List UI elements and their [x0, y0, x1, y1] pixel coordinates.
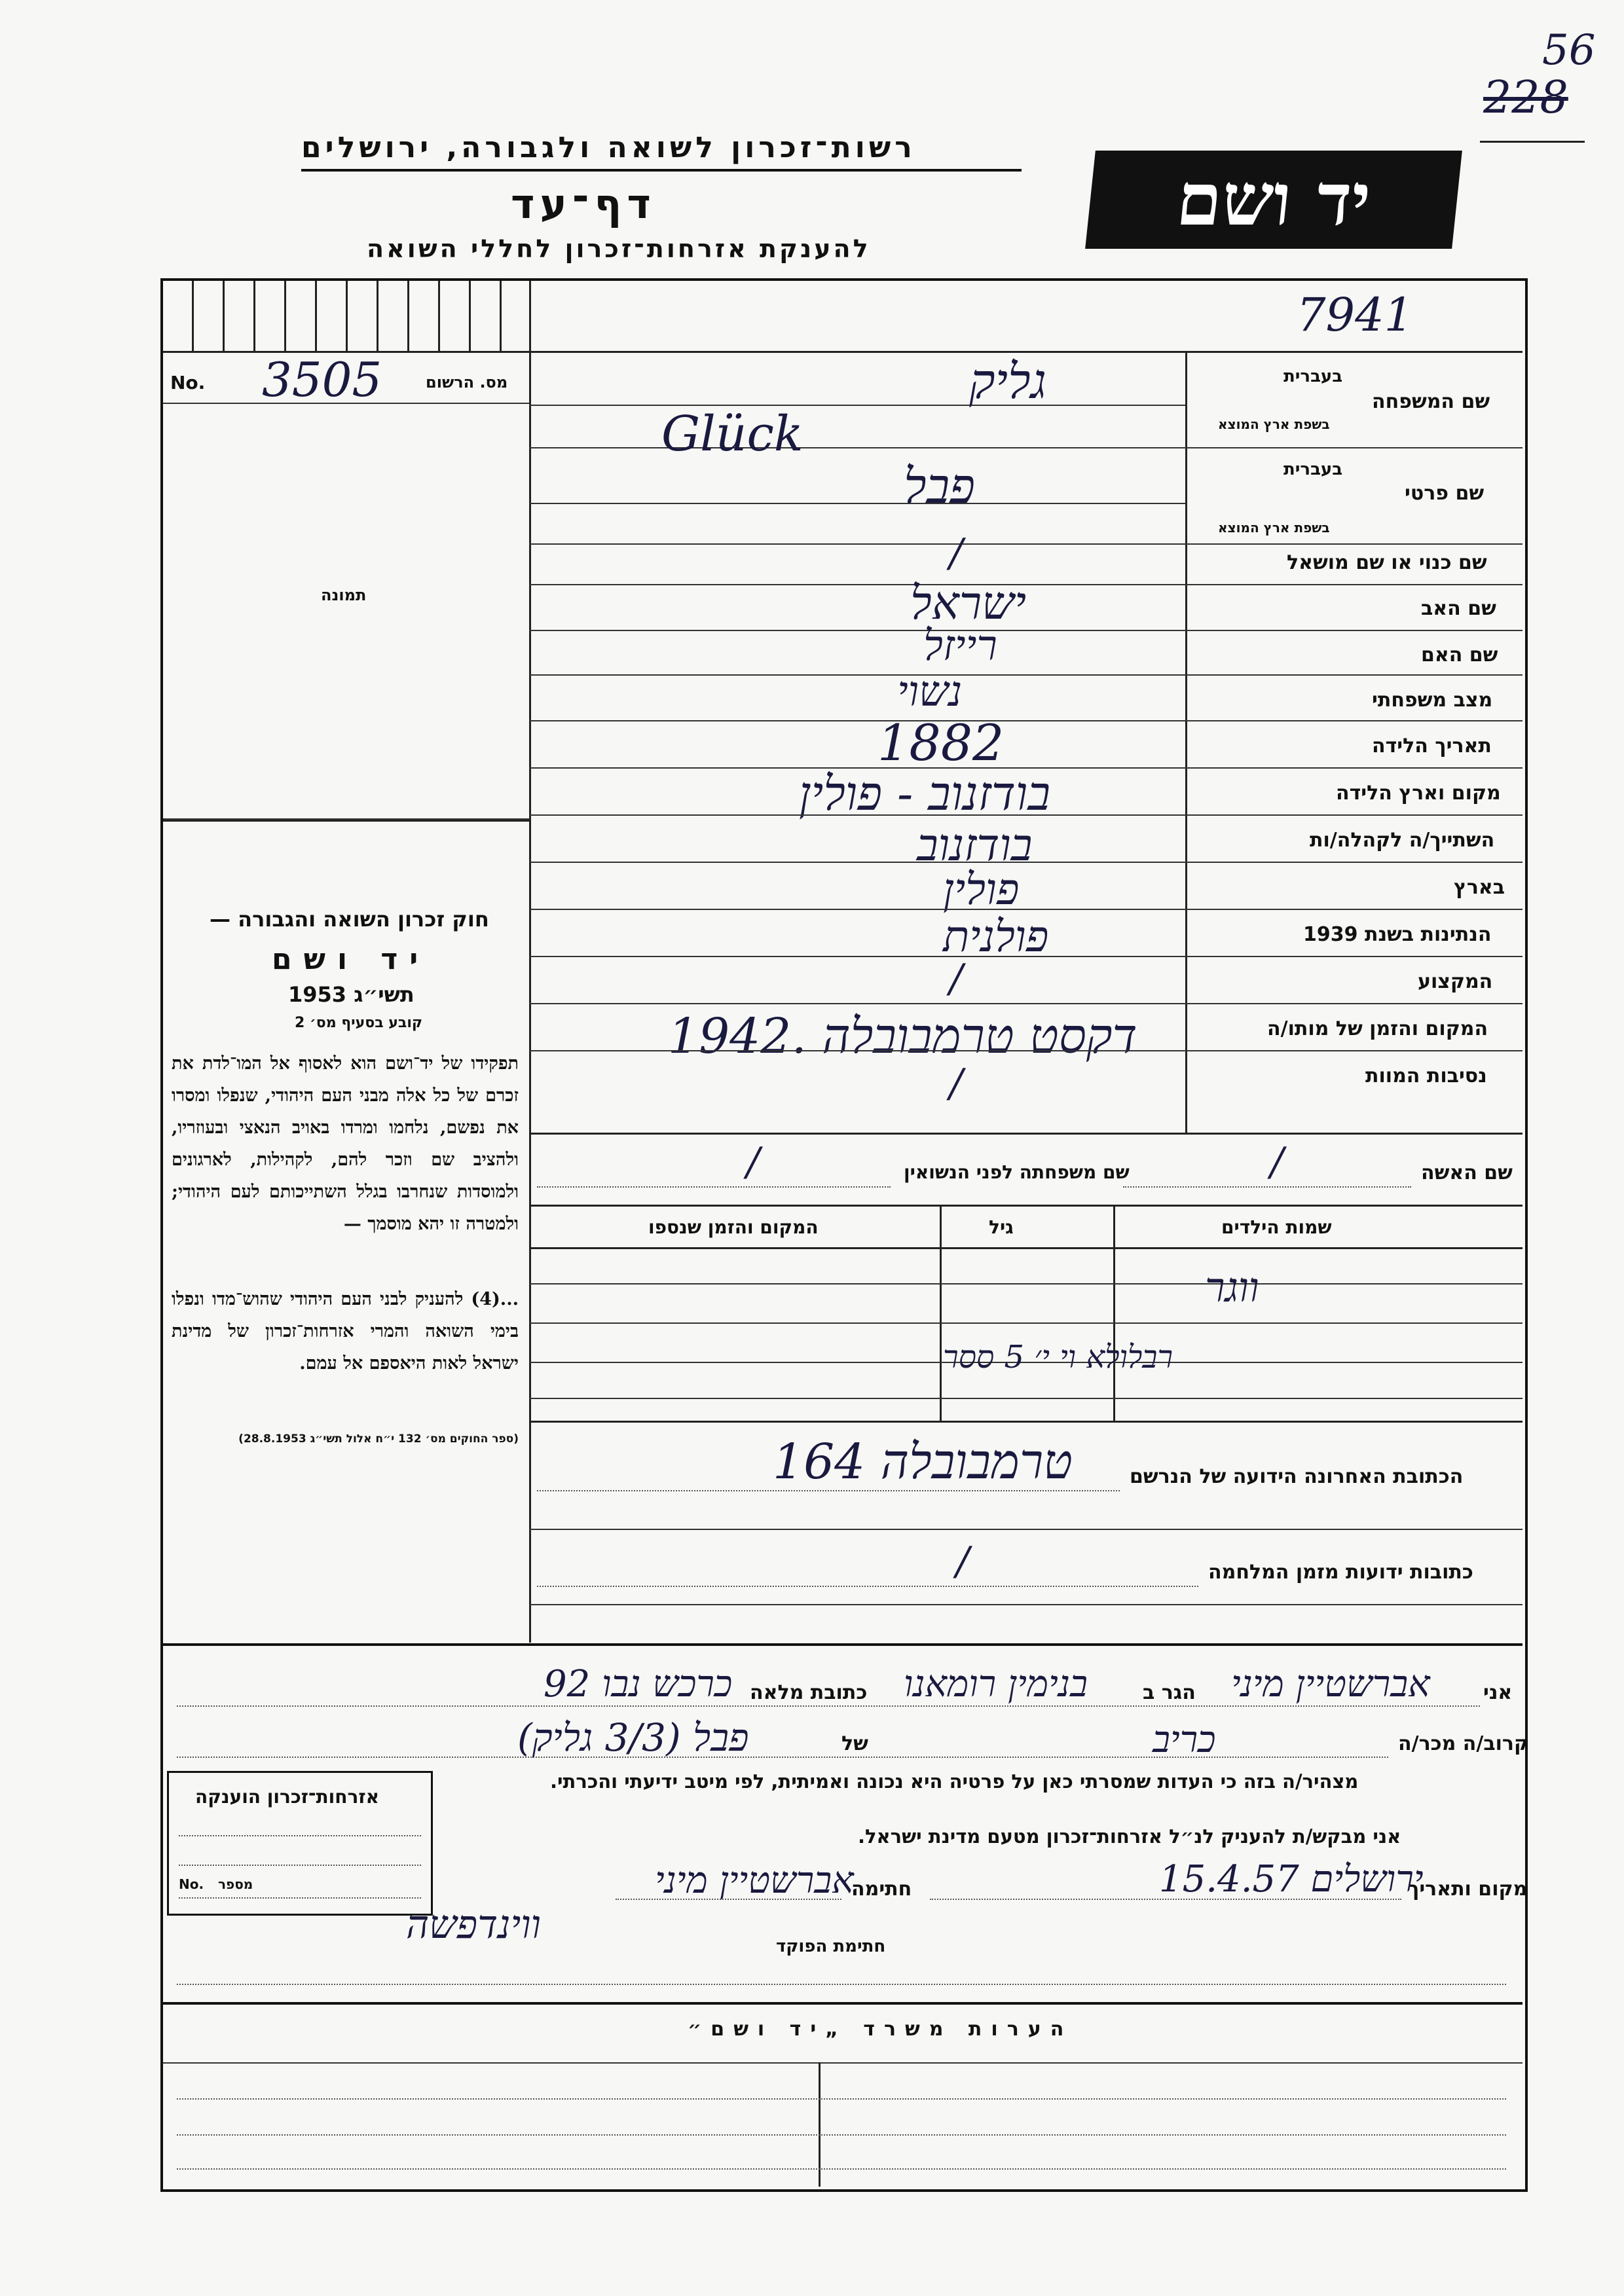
law-citation: (ספר החוקים מס׳ 132 י״ח אלול תשי״ג 28.8.1953) — [238, 1432, 519, 1446]
row-line — [529, 503, 1185, 504]
wife-value: / — [1270, 1139, 1284, 1185]
label-column-divider — [1185, 351, 1187, 1133]
signature-value: אברשטיין מיני — [655, 1859, 854, 1902]
children-names-header: שמות הילדים — [1221, 1216, 1332, 1238]
birth-place-label: מקום וארץ הלידה — [1336, 782, 1501, 805]
full-address-value: כרכש נבו 92 — [544, 1663, 733, 1705]
section-divider — [163, 2002, 1522, 2005]
page-number: 56 — [1542, 26, 1596, 75]
war-addresses-label: כתובות ידועות מזמן המלחמה — [1208, 1561, 1473, 1584]
children-row-line — [529, 1398, 1522, 1399]
row-line — [529, 814, 1522, 816]
struck-page-number: 228 — [1483, 72, 1568, 124]
signature-dotted — [616, 1899, 841, 1900]
row-line — [529, 1003, 1522, 1004]
birth-place-value: בודזנוב - פולין — [799, 766, 1051, 821]
stamp-box-number-label: מספר — [218, 1876, 253, 1892]
family-name-hebrew-value: גליק — [969, 354, 1047, 410]
birth-date-label: תאריך הלידה — [1372, 735, 1492, 757]
notes-line — [163, 2062, 1522, 2064]
law-title: חוק זכרון השואה והגבורה — — [210, 907, 489, 932]
living-label: הגר ב — [1143, 1681, 1196, 1704]
full-address-label: כתובת מלאה — [750, 1681, 868, 1704]
place-date-value: ירושלים 15.4.57 — [1159, 1858, 1424, 1901]
row-line — [529, 909, 1522, 910]
profession-value: / — [950, 956, 963, 1002]
form-title: דף־עד — [511, 180, 656, 228]
children-row-line — [529, 1322, 1522, 1324]
declaration-bottom-dotted — [177, 1984, 1506, 1985]
row-line — [529, 1529, 1522, 1530]
family-name-origin-value: Glück — [661, 406, 803, 462]
last-address-value: 164 טרמבובלה — [773, 1434, 1073, 1490]
declaration-prefix: אני — [1483, 1681, 1513, 1704]
marital-value: נשוי — [897, 668, 963, 716]
section-divider — [163, 1643, 1522, 1646]
country-value: פולין — [943, 864, 1020, 915]
first-name-hebrew-value: פבל — [904, 458, 976, 515]
first-name-label: שם פרטי — [1405, 482, 1485, 505]
stamp-box-title: אזרחות־זכרון הוענקה — [195, 1786, 379, 1808]
authority-name: רשות־זכרון לשואה ולגבורה, ירושלים — [301, 131, 916, 164]
relative-label: קרוב/ה מכר/ה — [1398, 1732, 1529, 1755]
citizenship-label: הנתינות בשנת 1939 — [1303, 923, 1492, 946]
declarant-name: אברשטיין מיני — [1231, 1663, 1430, 1705]
stamp-box-no-label: No. — [179, 1876, 204, 1892]
registration-row-line — [163, 403, 530, 404]
registration-he-label: מס. הרשום — [426, 373, 508, 392]
registration-no-label: No. — [170, 372, 206, 393]
children-col-divider — [1113, 1205, 1115, 1421]
citizenship-stamp-box — [167, 1771, 433, 1916]
law-section: קובע בסעיף מס׳ 2 — [295, 1015, 423, 1031]
officer-signature-label: חתימת הפוקד — [776, 1937, 886, 1956]
notes-dotted — [177, 2098, 1506, 2100]
row-line — [529, 720, 1522, 721]
place-date-dotted — [930, 1899, 1401, 1900]
law-year: תשי״ג 1953 — [288, 982, 415, 1007]
children-col-divider — [940, 1205, 942, 1421]
father-label: שם האב — [1421, 597, 1496, 620]
wife-maiden-dotted — [537, 1186, 891, 1188]
photo-label: תמונה — [321, 586, 367, 604]
row-line — [529, 1604, 1522, 1605]
father-value: ישראל — [910, 576, 1027, 630]
registration-number: 3505 — [262, 352, 382, 407]
wife-dotted — [1123, 1186, 1411, 1188]
death-cause-value: / — [950, 1061, 963, 1106]
row-line — [529, 1050, 1522, 1051]
country-label: בארץ — [1454, 876, 1505, 899]
corner-underline — [1480, 141, 1585, 143]
family-name-hebrew-label: בעברית — [1283, 367, 1343, 386]
marital-label: מצב משפחתי — [1372, 689, 1493, 712]
death-place-time-label: המקום והזמן של מותו/ה — [1267, 1017, 1488, 1040]
child-entry: רבלולא וי י׳ 5 ססר — [943, 1339, 1173, 1376]
stamp-box-line — [179, 1897, 421, 1899]
family-name-origin-label: בשפת ארץ המוצא — [1218, 416, 1330, 432]
of-label: של — [841, 1732, 868, 1755]
war-addresses-value: / — [956, 1539, 970, 1584]
mother-value: רייזל — [923, 622, 997, 670]
citizenship-value: פולנית — [943, 911, 1049, 962]
stamp-box-line — [179, 1835, 421, 1836]
of-value: פבל (3/3 גליק) — [517, 1715, 749, 1760]
officer-signature-value: ווינדפשה — [406, 1902, 541, 1948]
notes-dotted — [177, 2134, 1506, 2136]
stamp-box-line — [179, 1865, 421, 1866]
law-body: תפקידו של יד־ושם הוא לאסוף אל המו־לדת את זכרם של כל אלה מבני העם היהודי, שנפלו ומסרו את נפשם, נלחמו ומרדו באויב הנאצי ובעוזריו, ולהציב שם וזכר להם, לקהילות, לארגונים ולמוסדות שנחרבו בגלל השתייכותם לעם היהודי; ולמטרה זו יהא מוסמך — — [172, 1053, 519, 1234]
profession-label: המקצוע — [1418, 970, 1493, 993]
wife-maiden-value: / — [747, 1139, 760, 1185]
law-clause: ...(4) להעניק לבני העם היהודי שהוש־מדו ונפלו בימי השואה והמרי אזרחות־זכרון של מדינת ישראל לאות היאספם אל עמם. — [172, 1289, 519, 1374]
signature-label: חתימה — [851, 1878, 912, 1901]
row-line — [529, 405, 1185, 406]
row-line — [529, 1205, 1522, 1207]
children-place-header: המקום והזמן שנספו — [648, 1216, 819, 1238]
children-row-line — [529, 1283, 1522, 1285]
declaration-dotted — [177, 1705, 1480, 1707]
war-addresses-dotted — [537, 1586, 1198, 1587]
row-line — [529, 630, 1522, 631]
child-entry: ווגר — [1205, 1264, 1259, 1311]
law-name: יד ושם — [272, 943, 430, 976]
children-age-header: גיל — [989, 1216, 1014, 1238]
first-name-origin-label: בשפת ארץ המוצא — [1218, 520, 1330, 536]
relative-dotted — [177, 1757, 1388, 1758]
office-notes-title: הערות משרד „יד ושם״ — [688, 2018, 1073, 2041]
logo-text: יד ושם — [1172, 157, 1375, 242]
left-column-divider — [529, 281, 531, 1643]
community-value: בודזנוב — [917, 820, 1033, 871]
request-text: אני מבקש/ת להעניק לנ״ל אזרחות־זכרון מטעם מדינת ישראל. — [858, 1825, 1401, 1848]
mother-label: שם האם — [1421, 644, 1498, 666]
birth-date-value: 1882 — [877, 714, 1005, 772]
top-strip-boxes — [163, 281, 530, 351]
row-line — [529, 956, 1522, 957]
row-line — [529, 1133, 1522, 1135]
row-line — [529, 674, 1522, 676]
row-line — [529, 1421, 1522, 1423]
children-header-line — [529, 1247, 1522, 1249]
nickname-label: שם כנוי או שם מושאל — [1287, 551, 1487, 574]
death-place-time-value: 1942. דקסט טרמבובלה — [668, 1008, 1137, 1065]
wife-maiden-label: שם משפחתה לפני הנשואין — [904, 1161, 1130, 1183]
law-separator — [163, 820, 530, 822]
wife-label: שם האשה — [1421, 1161, 1513, 1184]
last-address-label: הכתובת האחרונה הידועה של הנרשם — [1130, 1465, 1464, 1488]
community-label: השתייך/ה לקהלה/ות — [1310, 829, 1495, 852]
form-id: 7941 — [1297, 288, 1414, 342]
yad-vashem-logo — [1085, 151, 1462, 249]
form-subtitle: להענקת אזרחות־זכרון לחללי השואה — [367, 234, 871, 263]
notes-dotted — [177, 2168, 1506, 2170]
declaration-text: מצהיר/ה בזה כי העדות שמסרתי כאן על פרטיה היא נכונה ואמיתית, לפי מיטב ידיעתי והכרתי. — [550, 1770, 1359, 1793]
relative-value: כריב — [1153, 1719, 1216, 1761]
place-date-label: מקום ותאריך — [1408, 1878, 1528, 1901]
row-line — [529, 862, 1522, 863]
nickname-value: / — [950, 530, 963, 576]
death-cause-label: נסיבות המוות — [1365, 1065, 1487, 1087]
authority-underline — [301, 169, 1022, 172]
row-line — [529, 543, 1522, 545]
first-name-hebrew-label: בעברית — [1283, 460, 1343, 479]
living-value: בנימין רומאנו — [904, 1663, 1088, 1705]
family-name-label: שם המשפחה — [1372, 390, 1490, 413]
